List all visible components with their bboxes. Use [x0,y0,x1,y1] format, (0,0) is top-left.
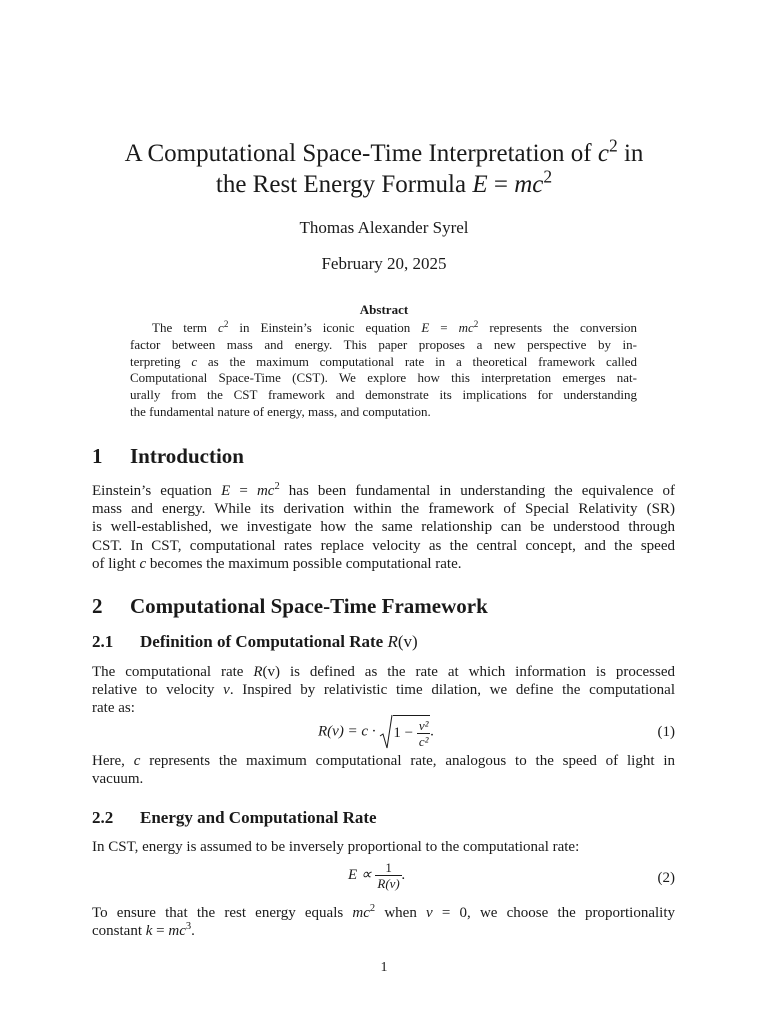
text: in Einstein’s iconic equation [228,320,422,335]
title-math: = [487,171,515,198]
abstract-line: Computational Space-Time (CST). We explore how this interpretation emerges nat- [130,370,637,386]
equation-number: (2) [657,870,675,886]
math: = [429,320,459,335]
text: constant [92,923,146,940]
math: c [139,555,147,572]
equation-2 [92,858,675,898]
math: R [387,632,398,651]
equation-1 [92,712,675,752]
text: terpreting [130,353,192,369]
paragraph-line [92,663,675,681]
title-math: mc [514,171,544,198]
equation-body [318,714,434,750]
subsection-number: 2.2 [92,808,114,827]
text: of light [92,555,140,572]
sqrt-radicand [393,715,430,749]
math: (v) [397,632,418,651]
title-exponent: 2 [608,135,618,156]
title-text: in [617,140,644,167]
page-number: 1 [380,960,388,975]
section-heading-introduction [92,444,244,469]
paragraph-line: CST. In CST, computational rates replace velocity as the central concept, and the speed [92,537,675,554]
subsection-title: Energy and Computational Rate [140,808,377,827]
text: The computational rate [92,664,254,680]
fraction-numerator: 1 [375,860,401,876]
abstract-line [130,354,637,371]
math: = [152,923,169,940]
text: represents the conversion [478,320,637,335]
exponent: 3 [185,921,192,933]
text: as the maximum computational rate in a theoretical framework called [197,353,637,369]
fraction [375,860,401,891]
fraction-numerator: v² [418,718,429,733]
paragraph-line [92,681,675,699]
text: when [375,905,427,921]
paragraph-line: rate as: [92,700,135,717]
abstract-heading: Abstract [359,302,409,317]
paragraph-line: vacuum. [92,771,144,788]
energy-followup [92,904,675,940]
text: relative to velocity [92,682,224,699]
math: (v) [262,664,281,680]
subsection-heading-energy [92,808,377,828]
text: Here, [92,753,134,769]
math: v [426,905,433,921]
math: mc [458,320,474,335]
title-text: A Computational Space-Time Interpretation of [124,140,598,167]
title-text: the Rest Energy Formula [215,171,473,198]
abstract-line [130,320,637,337]
title-line-2 [60,166,708,200]
title-math: c [597,140,609,167]
math: R [253,664,263,680]
text: The term [152,320,219,335]
math: mc [256,483,275,499]
subsection-title: Definition of Computational Rate [140,632,388,651]
paragraph-line [92,555,675,573]
paragraph-line [92,752,675,770]
text: represents the maximum computational rate, analogous to the speed of light in [140,753,675,769]
equation-lhs: E ∝ [348,866,376,883]
text: has been fundamental in understanding the equivalence of [279,483,675,499]
text: To ensure that the rest energy equals [92,905,353,921]
abstract-line: urally from the CST framework and demonstrate its implications for understanding [130,387,637,403]
math: c [133,753,141,769]
equation-number: (1) [657,724,675,740]
fraction [417,718,431,749]
equation-end: . [401,866,406,883]
equation-body [348,860,406,891]
title-exponent: 2 [543,166,553,187]
text: Einstein’s equation [92,483,222,499]
sqrt-symbol [379,714,393,750]
abstract-line: the fundamental nature of energy, mass, and computation. [130,403,431,419]
text: . Inspired by relativistic time dilation, we define the computational [229,682,675,699]
equation-end: . [430,723,435,740]
publication-date: February 20, 2025 [321,254,447,273]
section-title: Computational Space-Time Framework [130,594,488,618]
math: = [230,483,257,499]
math: mc [352,905,370,921]
math: E [221,483,231,499]
author-name: Thomas Alexander Syrel [299,218,469,237]
abstract-line: factor between mass and energy. This paper proposes a new perspective by in- [130,336,637,352]
equation-term: 1 − [393,724,414,741]
text: becomes the maximum possible computational rate. [146,555,462,572]
introduction-paragraph [92,482,675,573]
math: mc [168,923,186,940]
exponent: 2 [274,481,280,493]
math: k [145,923,153,940]
paragraph-line [92,482,675,500]
energy-paragraph [92,838,675,856]
exponent: 2 [369,903,376,915]
subsection-number: 2.1 [92,632,114,651]
equation-lhs: R(v) = c · [318,723,380,740]
subsection-heading-computational-rate [92,632,418,652]
computational-rate-paragraph [92,663,675,718]
fraction-denominator: R(v) [377,876,400,891]
section-number: 1 [92,444,103,468]
paragraph-line [92,922,675,940]
computational-rate-followup [92,752,675,788]
text: . [191,923,195,940]
text: is defined as the rate at which information is processed [280,664,675,680]
section-title: Introduction [130,444,244,468]
math: E [421,320,430,335]
paragraph-line: In CST, energy is assumed to be inversely proportional to the computational rate: [92,839,580,855]
title-line-1 [60,135,708,169]
section-heading-cst-framework [92,594,488,619]
paragraph-line: mass and energy. While its derivation within the framework of Special Relativity (SR) [92,501,675,518]
exponent: 2 [223,319,229,329]
paper-title [60,135,708,200]
paragraph-line: is well-established, we investigate how the same relationship can be understood through [92,519,675,536]
math: c [191,353,198,369]
math: v [223,682,230,699]
paragraph-line [92,904,675,922]
abstract-body [130,320,637,421]
math: c [218,320,224,335]
fraction-denominator: c² [418,734,429,749]
text: = 0, we choose the proportionality [432,905,675,921]
exponent: 2 [473,319,479,329]
title-math: E [472,171,488,198]
section-number: 2 [92,594,103,618]
